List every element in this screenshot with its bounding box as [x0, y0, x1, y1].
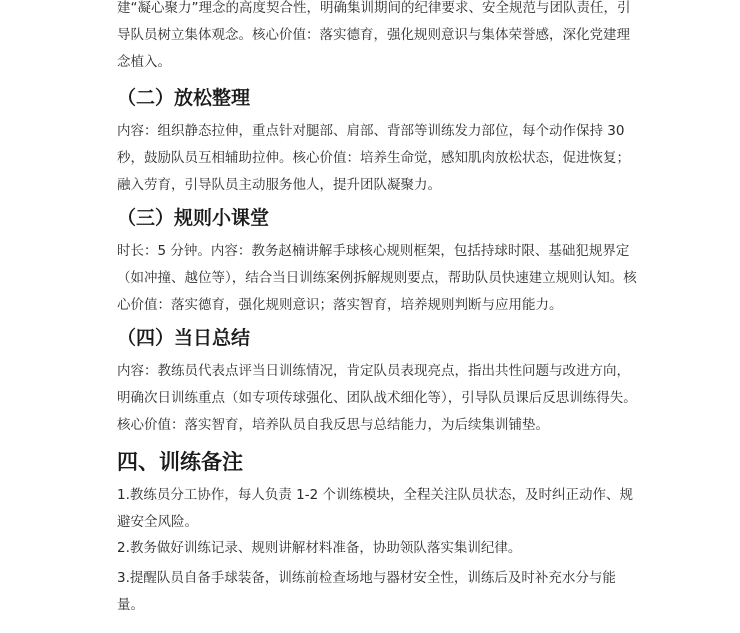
section-heading-relax: （二）放松整理	[117, 87, 251, 109]
intro-paragraph: 建“凝心聚力”理念的高度契合性，明确集训期间的纪律要求、安全规范与团队责任，引导队员树立集体观念。核心价值：落实德育，强化规则意识与集体荣誉感，深化党建理念植入。	[117, 0, 631, 70]
section-body-rules: 时长：5 分钟。内容：教务赵楠讲解手球核心规则框架，包括持球时限、基础犯规界定（如冲撞、越位等），结合当日训练案例拆解规则要点，帮助队员快速建立规则认知。核心价值：落实德育，强化规则意识；落实智育，培养规则判断与应用能力。	[117, 243, 637, 313]
notes-item-1: 1.教练员分工协作，每人负责 1-2 个训练模块，全程关注队员状态，及时纠正动作、规避安全风险。	[117, 487, 634, 530]
section-heading-summary: （四）当日总结	[117, 327, 251, 349]
notes-item-3: 3.提醒队员自备手球装备，训练前检查场地与器材安全性，训练后及时补充水分与能量。	[117, 570, 616, 613]
section-body-relax: 内容：组织静态拉伸，重点针对腿部、肩部、背部等训练发力部位，每个动作保持 30 秒，鼓励队员互相辅助拉伸。核心价值：培养生命觉，感知肌肉放松状态，促进恢复；融入劳育，引导队员主动服务他人，提升团队凝聚力。	[117, 123, 630, 193]
notes-item-2: 2.教务做好训练记录、规则讲解材料准备，协助领队落实集训纪律。	[117, 540, 522, 556]
section-heading-rules: （三）规则小课堂	[117, 207, 270, 229]
section-body-summary: 内容：教练员代表点评当日训练情况，肯定队员表现亮点，指出共性问题与改进方向，明确次日训练重点（如专项传球强化、团队战术细化等），引导队员课后反思训练得失。核心价值：落实智育，培养队员自我反思与总结能力，为后续集训铺垫。	[117, 363, 637, 433]
notes-heading: 四、训练备注	[117, 450, 243, 474]
